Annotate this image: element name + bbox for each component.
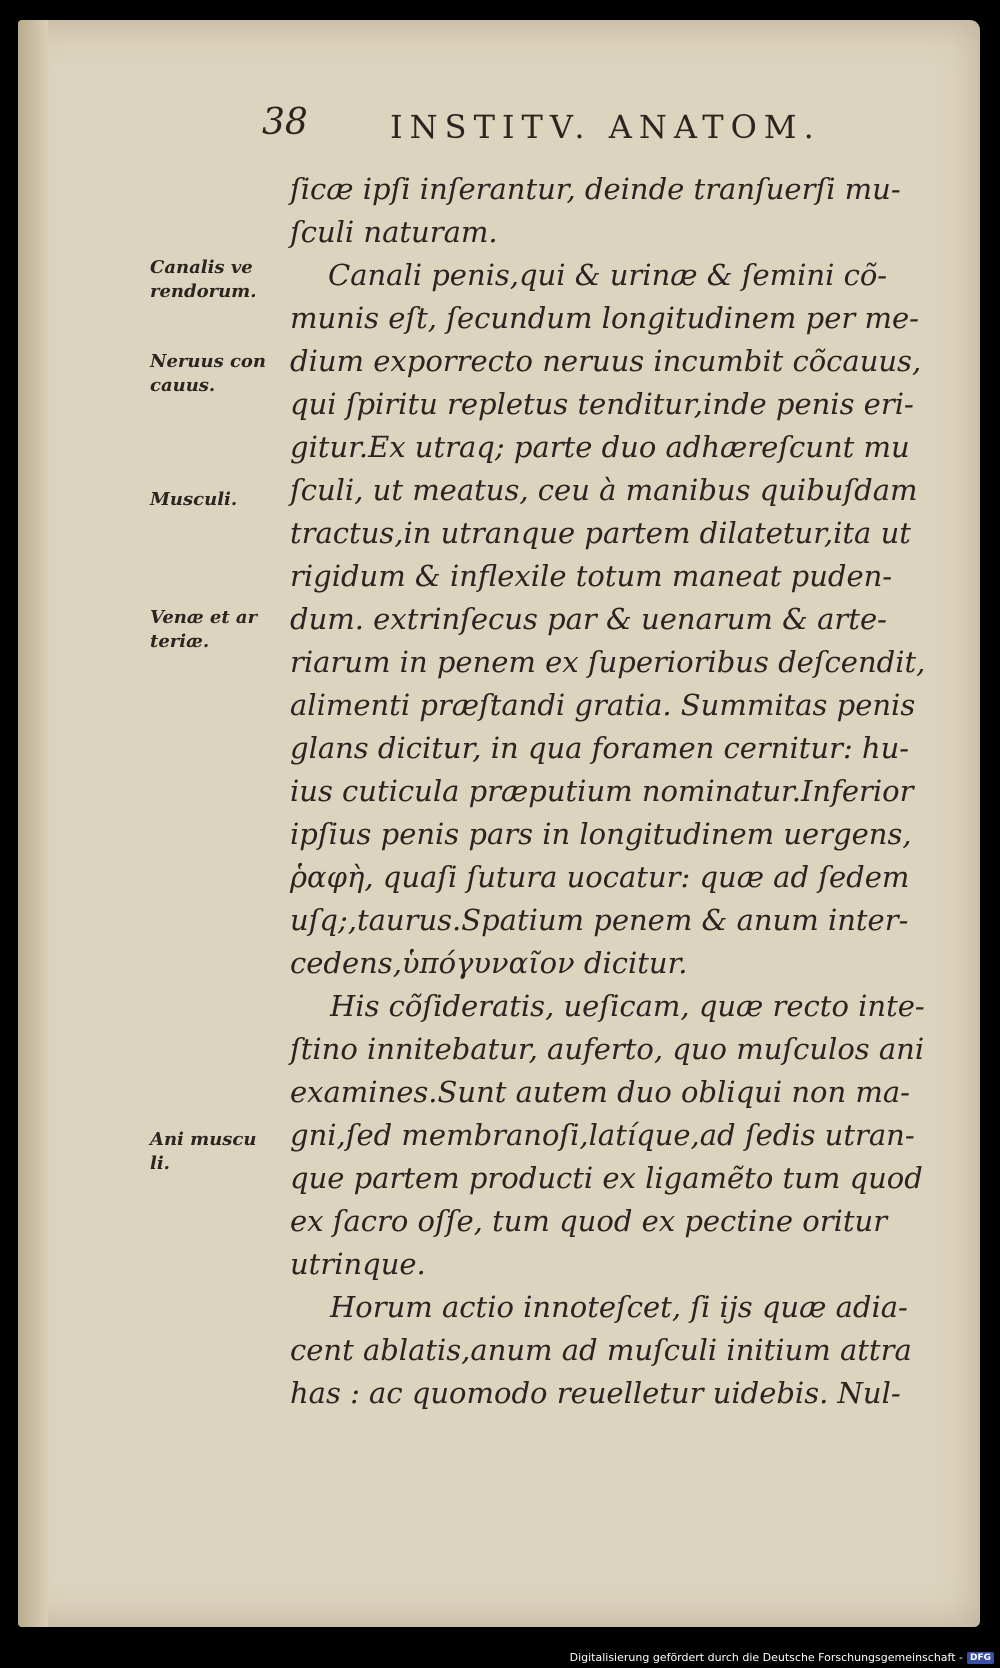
dfg-logo: DFG bbox=[967, 1652, 994, 1664]
text-line: ῥαφὴ, quaſi ſutura uocatur: quæ ad ſedem bbox=[290, 860, 910, 894]
text-line: Horum actio innoteſcet, ſi ijs quæ adia- bbox=[330, 1290, 908, 1324]
text-line: dium exporrecto neruus incumbit cõcauus, bbox=[290, 344, 922, 378]
margin-note-venae: Venæ et ar teriæ. bbox=[150, 607, 258, 652]
footer-text: Digitalisierung gefördert durch die Deutsche Forschungsgemeinschaft - bbox=[569, 1651, 963, 1664]
text-line: que partem producti ex ligamẽto tum quod bbox=[290, 1161, 923, 1195]
margin-note-canalis: Canalis ve rendorum. bbox=[150, 257, 257, 302]
text-line: Canali penis,qui & urinæ & ſemini cõ- bbox=[328, 258, 888, 292]
text-line: riarum in penem ex ſuperioribus deſcendit, bbox=[290, 645, 926, 679]
body-text bbox=[290, 168, 926, 1415]
text-line: dum. extrinſecus par & uenarum & arte- bbox=[290, 602, 887, 636]
page-number: 38 bbox=[262, 102, 308, 143]
text-line: gni,ſed membranoſi,latíque,ad ſedis utran- bbox=[290, 1118, 915, 1152]
text-line: ſtino innitebatur, auferto, quo muſculos ani bbox=[290, 1032, 925, 1066]
text-line: uſq;,taurus.Spatium penem & anum inter- bbox=[290, 903, 909, 937]
text-line: ſicæ ipſi inſerantur, deinde tranſuerſi mu- bbox=[290, 172, 901, 206]
text-line: rigidum & inflexile totum maneat puden- bbox=[290, 559, 893, 593]
text-line: ſculi naturam. bbox=[290, 215, 498, 249]
text-line: ipſius penis pars in longitudinem uergens, bbox=[290, 817, 912, 851]
text-line: alimenti præſtandi gratia. Summitas penis bbox=[290, 688, 916, 722]
text-line: qui ſpiritu repletus tenditur,inde penis eri- bbox=[290, 387, 914, 421]
text-line: ex ſacro oſſe, tum quod ex pectine oritur bbox=[290, 1204, 888, 1238]
text-line: ſculi, ut meatus, ceu à manibus quibuſdam bbox=[290, 473, 918, 507]
text-line: examines.Sunt autem duo obliqui non ma- bbox=[290, 1075, 910, 1109]
text-line: tractus,in utranque partem dilatetur,ita ut bbox=[290, 516, 911, 550]
text-line: utrinque. bbox=[290, 1247, 426, 1281]
running-head: INSTITV. ANATOM. bbox=[390, 108, 821, 146]
text-line: cent ablatis,anum ad muſculi initium attra bbox=[290, 1333, 912, 1367]
text-line: glans dicitur, in qua foramen cernitur: hu- bbox=[290, 731, 910, 765]
page-edge bbox=[18, 20, 48, 1627]
margin-note-ani: Ani muscu li. bbox=[150, 1129, 257, 1174]
text-line: cedens,ὑπόγυναῖον dicitur. bbox=[290, 946, 688, 980]
text-line: His cõſideratis, ueſicam, quæ recto inte- bbox=[330, 989, 925, 1023]
text-line: ius cuticula præputium nominatur.Inferior bbox=[290, 774, 914, 808]
text-line: munis eſt, ſecundum longitudinem per me- bbox=[290, 301, 919, 335]
page-header bbox=[262, 86, 862, 156]
margin-note-neruus: Neruus con cauus. bbox=[150, 351, 267, 396]
margin-note-musculi: Musculi. bbox=[150, 489, 238, 510]
text-line: gitur.Ex utraq; parte duo adhæreſcunt mu bbox=[290, 430, 910, 464]
text-line: has : ac quomodo reuelletur uidebis. Nul- bbox=[290, 1376, 901, 1410]
digitization-footer bbox=[570, 1651, 994, 1664]
